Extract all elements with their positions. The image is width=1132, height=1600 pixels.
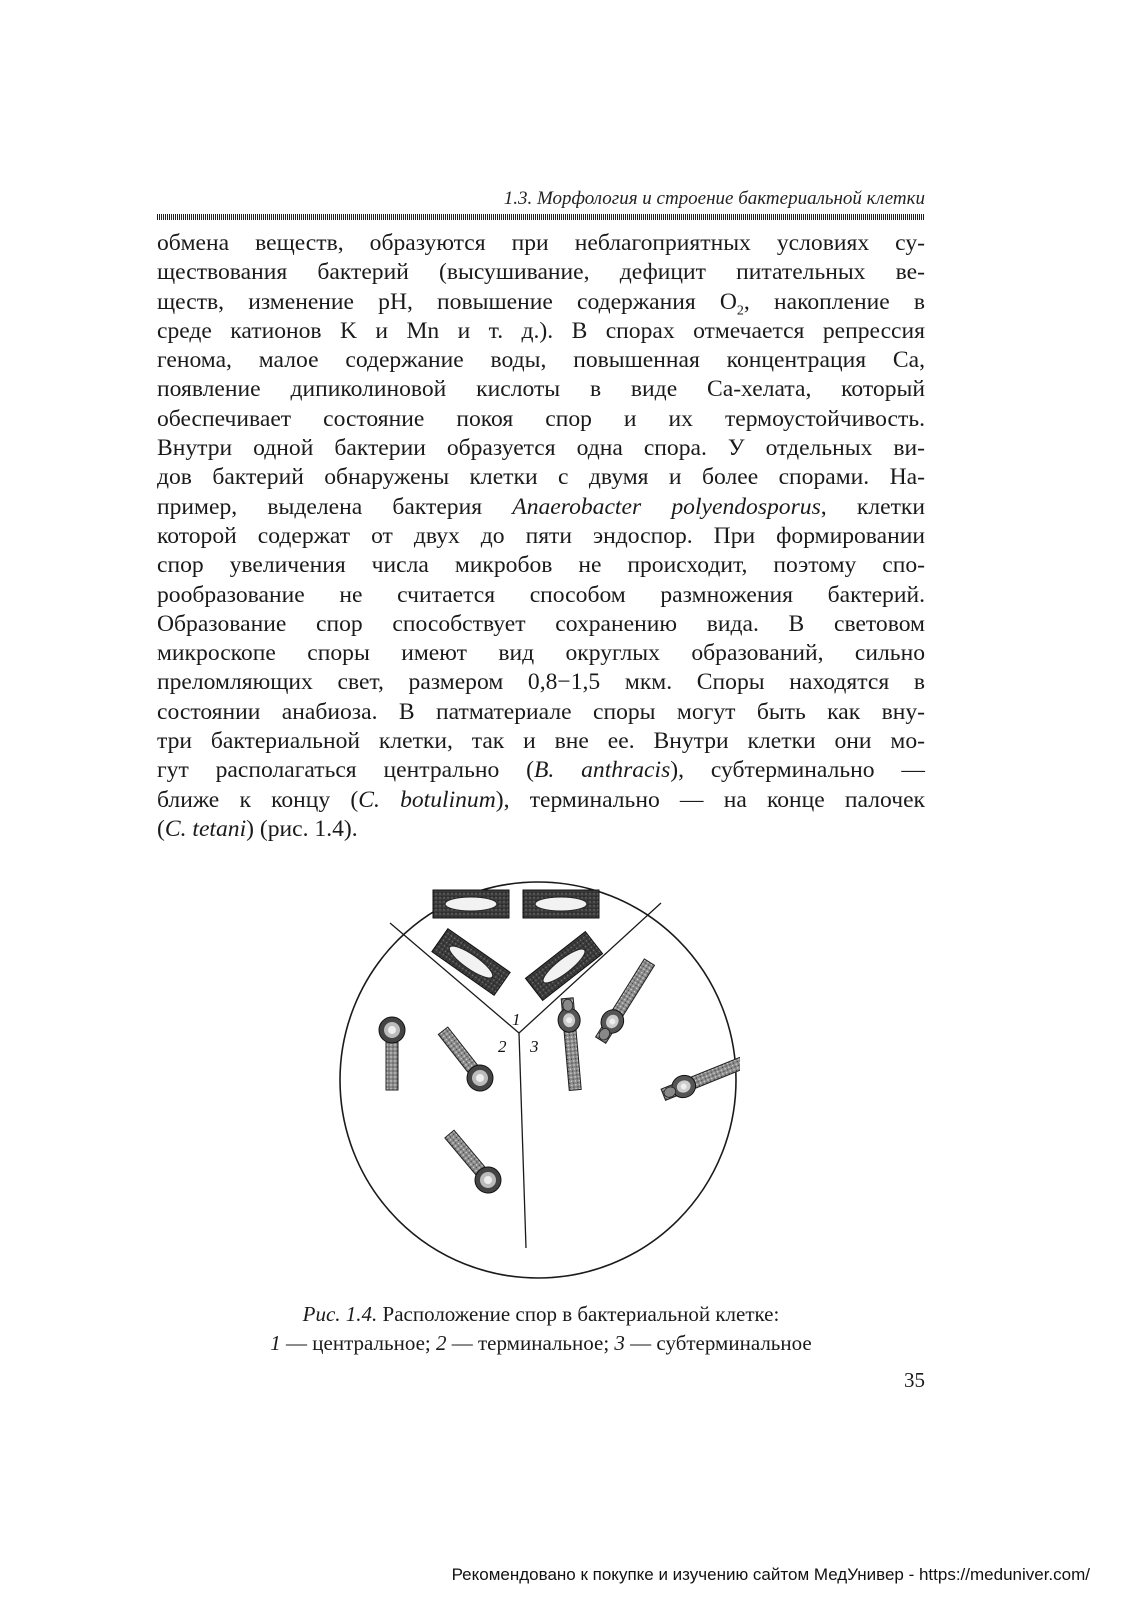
text-line: ществ, изменение pH, повышение содержания $O_2$, накопление в (157, 288, 926, 319)
text-line: генома, малое содержание воды, повышенная концентрация Ca, (157, 347, 925, 374)
text-line: ближе к концу (C. botulinum), терминально — на конце палочек (157, 786, 925, 813)
text-line: три бактериальной клетки, так и вне ее. Внутри клетки они мо- (157, 728, 925, 755)
text-line: дов бактерий обнаружены клетки с двумя и более спорами. На- (157, 464, 925, 491)
caption-figure-ref: Рис. 1.4. (302, 1302, 378, 1326)
text-line: обмена веществ, образуются при неблагоприятных условиях су- (157, 230, 925, 256)
caption-number-3: 3 (614, 1331, 625, 1355)
caption-text-3: — субтерминальное (624, 1331, 812, 1355)
text-line: спор увеличения числа микробов не происходит, поэтому спо- (157, 552, 925, 579)
text-line: гут располагаться центрально (B. anthracis), субтерминально — (157, 757, 925, 784)
text-line: обеспечивает состояние покоя спор и их термоустойчивость. (157, 405, 925, 432)
page-number: 35 (904, 1368, 925, 1392)
text-line: Образование спор способствует сохранению вида. В световом (157, 610, 925, 637)
caption-number-1: 1 (270, 1331, 281, 1355)
figure-caption (157, 1300, 925, 1358)
caption-text-2: — терминальное; (446, 1331, 615, 1355)
text-line: (C. tetani) (рис. 1.4). (157, 815, 358, 842)
text-line: рообразование не считается способом размножения бактерий. (157, 581, 925, 608)
sector-label-2: 2 (498, 1037, 507, 1056)
text-line: среде катионов K и Mn и т. д.). В спорах отмечается репрессия (157, 317, 925, 344)
text-line: микроскопе споры имеют вид округлых образований, сильно (157, 640, 925, 667)
text-line: состоянии анабиоза. В патматериале споры могут быть как вну- (157, 698, 925, 725)
text-line: появление дипиколиновой кислоты в виде Ca-хелата, который (157, 376, 925, 403)
caption-title: Расположение спор в бактериальной клетке: (377, 1302, 780, 1326)
header-rule (157, 214, 925, 220)
text-line: преломляющих свет, размером 0,8−1,5 мкм. Споры находятся в (157, 669, 925, 696)
text-line: пример, выделена бактерия Anaerobacter polyendosporus, клетки (157, 493, 925, 520)
caption-text-1: — центральное; (280, 1331, 436, 1355)
central-spore-rod (433, 890, 509, 918)
sector-label-3: 3 (530, 1037, 539, 1056)
sector-label-1: 1 (512, 1010, 521, 1029)
central-spore-rod (523, 890, 599, 918)
caption-number-2: 2 (436, 1331, 447, 1355)
running-head: 1.3. Морфология и строение бактериальной клетки (503, 188, 925, 209)
text-line: которой содержат от двух до пяти эндоспор. При формировании (157, 522, 925, 549)
text-line: Внутри одной бактерии образуется одна спора. У отдельных ви- (157, 435, 925, 462)
figure-spore-arrangement (336, 878, 740, 1282)
footer-watermark-note: Рекомендовано к покупке и изучению сайтом МедУнивер - https://meduniver.com/ (451, 1565, 1090, 1584)
text-line: ществования бактерий (высушивание, дефицит питательных ве- (157, 259, 925, 286)
body-paragraph (157, 229, 925, 844)
